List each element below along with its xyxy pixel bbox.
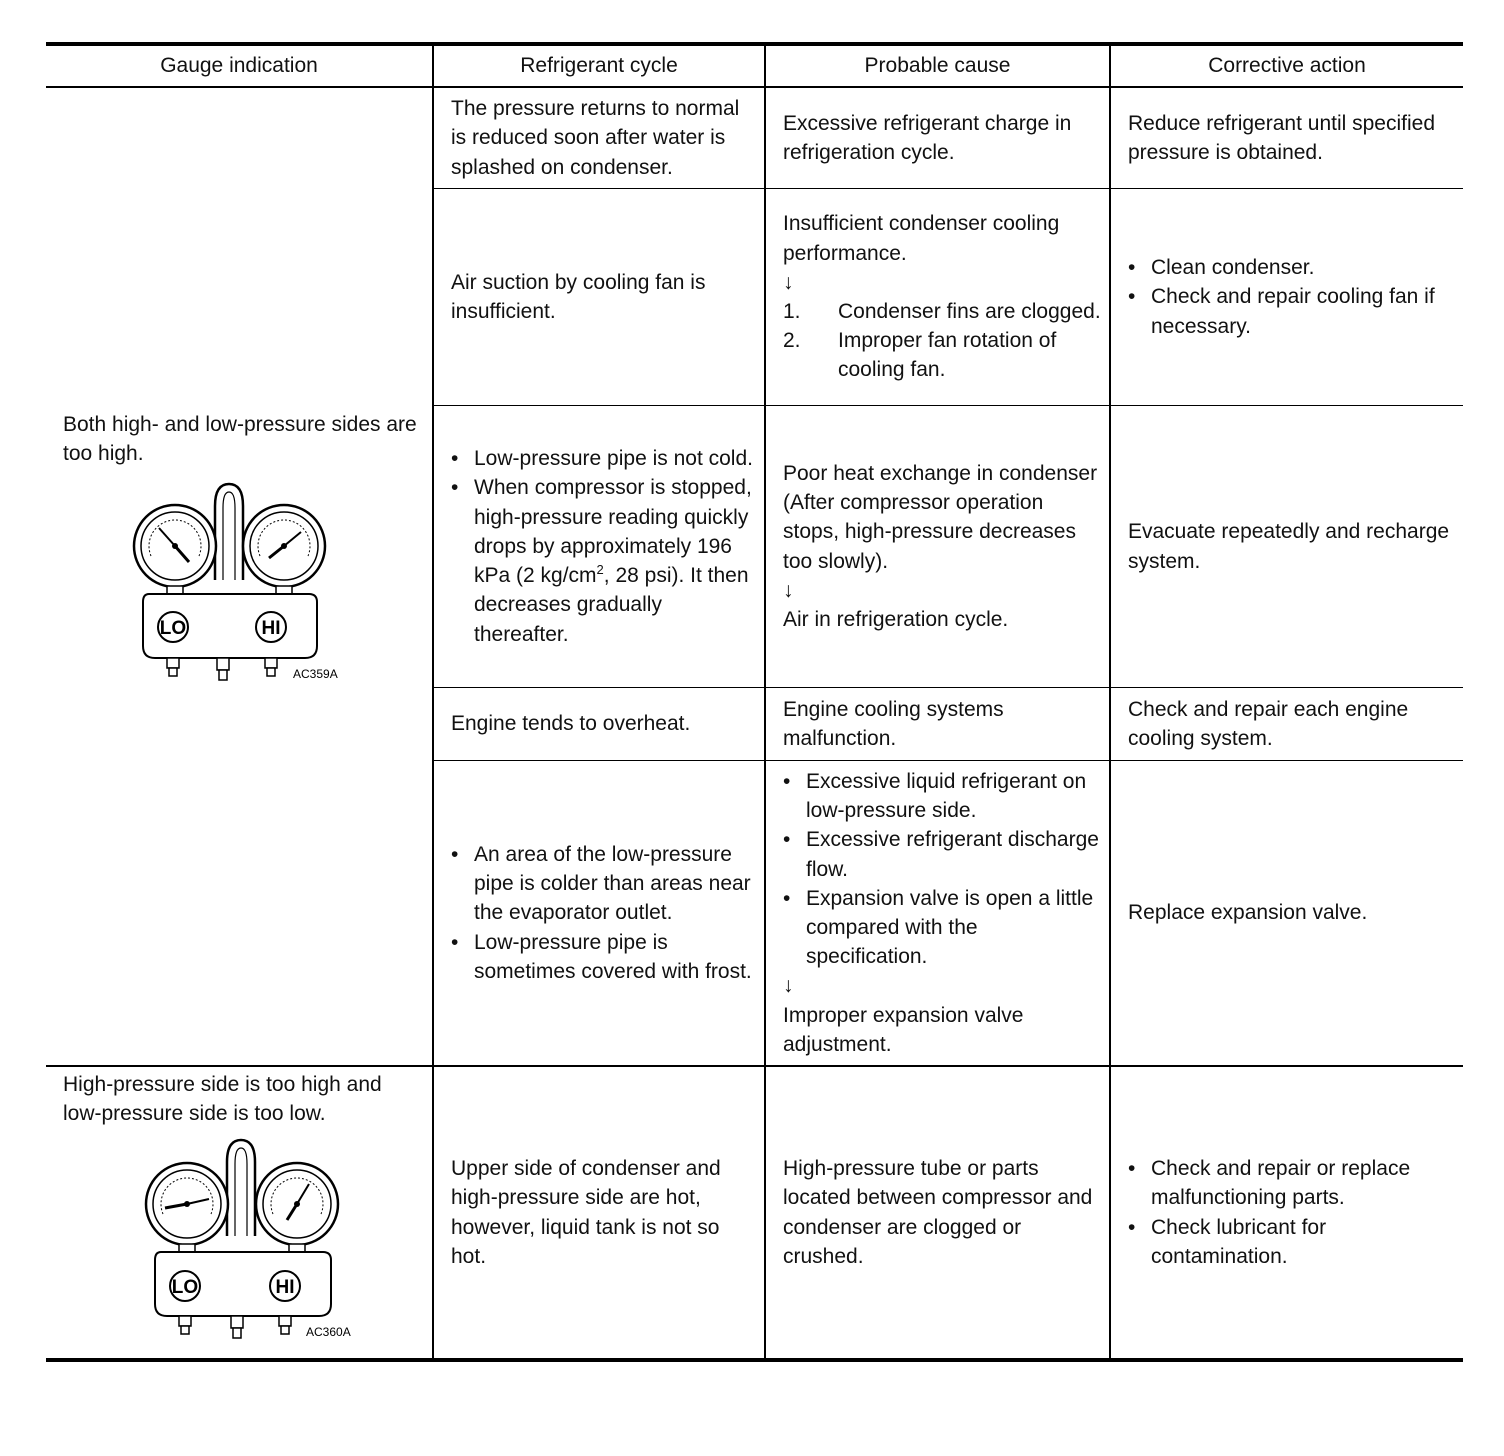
row3-refrigerant-cycle bbox=[434, 406, 764, 687]
cause-line: (After compressor operation stops, high-pressure decreases too slowly). bbox=[783, 491, 1076, 573]
row1-corrective-action: Reduce refrigerant until specified pressure is obtained. bbox=[1128, 111, 1436, 164]
list-item: • When compressor is stopped, high-pressure reading quickly drops by approximately 196 kPa (2 $kg/cm^2$, 28 psi). It then decreases gradually thereafter. bbox=[451, 473, 758, 648]
row4-corrective-action: Check and repair each engine cooling system. bbox=[1128, 697, 1409, 750]
figure-code: AC360A bbox=[306, 1325, 351, 1339]
hi-label: HI bbox=[261, 618, 281, 639]
action-bullet-list bbox=[1128, 253, 1457, 341]
table-bottom-rule bbox=[46, 1358, 1463, 1362]
cause-bullet-list bbox=[783, 767, 1103, 971]
cause-line: Poor heat exchange in condenser bbox=[783, 461, 1098, 485]
row5-corrective-action: Replace expansion valve. bbox=[1128, 901, 1368, 925]
list-item: • Check and repair or replace malfunctioning parts. bbox=[1128, 1154, 1457, 1212]
header-probable-cause: Probable cause bbox=[864, 54, 1011, 78]
row4-probable-cause: Engine cooling systems malfunction. bbox=[783, 697, 1004, 750]
cause-numbered-list bbox=[783, 297, 1103, 385]
cause-intro: Insufficient condenser cooling performance. bbox=[783, 212, 1060, 265]
hi-label: HI bbox=[275, 1277, 295, 1298]
row3-corrective-action: Evacuate repeatedly and recharge system. bbox=[1128, 520, 1450, 573]
list-item: • Low-pressure pipe is sometimes covered with frost. bbox=[451, 928, 758, 986]
row5-probable-cause bbox=[766, 761, 1109, 1065]
list-item: • Check and repair cooling fan if necessary. bbox=[1128, 282, 1457, 340]
group2-probable-cause: High-pressure tube or parts located between compressor and condenser are clogged or crushed. bbox=[783, 1157, 1093, 1268]
list-item: • Expansion valve is open a little compared with the specification. bbox=[783, 884, 1103, 972]
list-item: • Check lubricant for contamination. bbox=[1128, 1213, 1457, 1271]
action-bullet-list bbox=[1128, 1154, 1457, 1271]
figure-code: AC359A bbox=[293, 667, 338, 681]
list-item: • An area of the low-pressure pipe is colder than areas near the evaporator outlet. bbox=[451, 840, 758, 928]
list-item: • Excessive refrigerant discharge flow. bbox=[783, 825, 1103, 883]
group2-corrective-action bbox=[1111, 1067, 1463, 1358]
gauge-indication-text: High-pressure side is too high and low-pressure side is too low. bbox=[63, 1073, 382, 1126]
row1-probable-cause: Excessive refrigerant charge in refrigeration cycle. bbox=[783, 111, 1072, 164]
manifold-gauge-diagram bbox=[131, 476, 371, 688]
lo-label: LO bbox=[159, 618, 187, 639]
lo-label: LO bbox=[171, 1277, 199, 1298]
gauge-indication-text: Both high- and low-pressure sides are too high. bbox=[63, 413, 417, 466]
troubleshooting-table bbox=[46, 42, 1463, 1362]
row2-refrigerant-cycle: Air suction by cooling fan is insufficient. bbox=[451, 270, 706, 323]
row5-refrigerant-cycle bbox=[434, 761, 764, 1065]
header-gauge-indication: Gauge indication bbox=[160, 54, 318, 78]
row2-corrective-action bbox=[1111, 189, 1463, 405]
list-item: • Clean condenser. bbox=[1128, 253, 1457, 282]
group2-refrigerant-cycle: Upper side of condenser and high-pressure side are hot, however, liquid tank is not so hot. bbox=[451, 1157, 721, 1268]
down-arrow-icon: ↓ bbox=[783, 974, 794, 998]
row1-refrigerant-cycle: The pressure returns to normal is reduced soon after water is splashed on condenser. bbox=[451, 97, 740, 179]
cause-line: Improper expansion valve adjustment. bbox=[783, 1003, 1024, 1056]
header-refrigerant-cycle: Refrigerant cycle bbox=[520, 54, 678, 78]
list-item: 1. Condenser fins are clogged. bbox=[783, 300, 1101, 323]
header-corrective-action: Corrective action bbox=[1208, 54, 1366, 78]
list-item: • Excessive liquid refrigerant on low-pressure side. bbox=[783, 767, 1103, 825]
cycle-bullet-list bbox=[451, 444, 758, 648]
list-item: 2. Improper fan rotation of cooling fan. bbox=[783, 329, 1057, 382]
manifold-gauge-diagram bbox=[141, 1132, 381, 1347]
down-arrow-icon: ↓ bbox=[783, 578, 794, 602]
down-arrow-icon: ↓ bbox=[783, 270, 794, 294]
cause-line: Air in refrigeration cycle. bbox=[783, 607, 1009, 631]
cycle-bullet-list bbox=[451, 840, 758, 986]
list-item: • Low-pressure pipe is not cold. bbox=[451, 444, 758, 473]
row4-refrigerant-cycle: Engine tends to overheat. bbox=[451, 712, 691, 736]
row2-probable-cause bbox=[766, 189, 1109, 405]
row3-probable-cause bbox=[766, 406, 1109, 687]
superscript: 2 bbox=[596, 562, 604, 578]
